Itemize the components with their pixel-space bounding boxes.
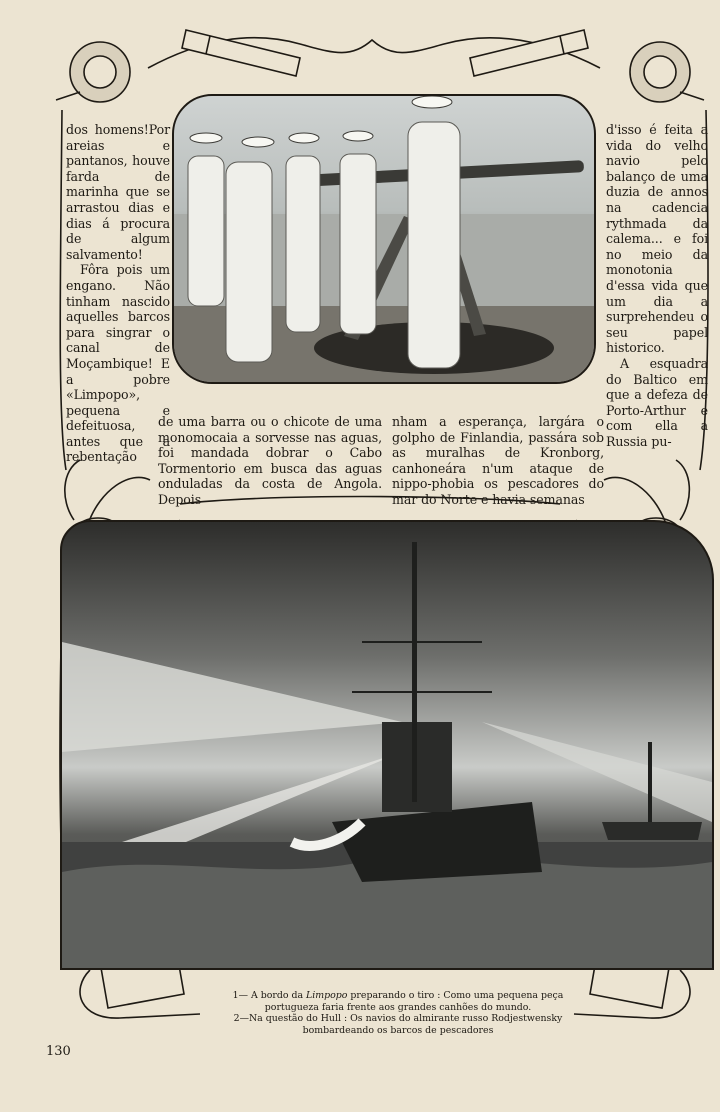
top-right-helmet-icon [630, 42, 704, 102]
middle-left-paragraph: de uma barra ou o chicote de uma monomocaia a sorvesse nas aguas, foi mandada dobrar o Cabo Tormentorio em busca das aguas onduladas da costa de Angola. Depois [158, 414, 382, 507]
photo-sailors-preparing-gun [172, 94, 596, 384]
top-left-telescope-icon [182, 30, 300, 76]
left-column-text [66, 122, 170, 465]
top-right-telescope-icon [470, 30, 588, 76]
caption-ship-name: Limpopo [306, 990, 348, 1001]
figure-caption [226, 990, 570, 1036]
middle-right-text [392, 414, 604, 508]
illustration-battleship-searchlights [60, 520, 714, 970]
battleship-illustration [62, 522, 712, 968]
middle-right-paragraph: nham a esperança, largára o golpho de Finlandia, passára sob as muralhas de Kronborg, canhoneára n'um ataque de nippo-phobia os pescadores do mar do Norte e havia semanas [392, 414, 604, 507]
caption-line-4: bombardeando os barcos de pescadores [302, 1024, 494, 1036]
caption-line-2: portugueza faria frente aos grandes canhões do mundo. [264, 1001, 532, 1013]
right-column-text [606, 122, 708, 449]
photo-sailors-illustration [174, 96, 594, 382]
top-left-helmet-icon [56, 42, 130, 102]
right-paragraph-2: A esquadra do Baltico em que a defeza de Porto-Arthur e com ella a Russia pu- [606, 355, 708, 449]
left-paragraph-1: dos homens!Por areias e pantanos, houve farda de marinha que se arrastou dias e dias á procura de algum salvamento! [66, 122, 170, 262]
caption-line-3: 2—Na questão do Hull : Os navios do almirante russo Rodjestwensky [233, 1013, 563, 1024]
right-paragraph-1: d'isso é feita a vida do velho navio pelo balanço de uma duzia de annos na cadencia rythmada da calema... e foi no meio da monotonia d'essa vida que um dia a surprehendeu o seu papel historico. [606, 122, 708, 356]
page-number: 130 [46, 1044, 71, 1059]
left-paragraph-2: Fôra pois um engano. Não tinham nascido aquelles barcos para singrar o canal de Moçambique! E a pobre «Limpopo», pequena e defeituosa, antes que a rebentação [66, 262, 170, 465]
middle-left-text [158, 414, 382, 508]
caption-line-1: 1— A bordo da Limpopo preparando o tiro : Como uma pequena peça [232, 990, 564, 1001]
